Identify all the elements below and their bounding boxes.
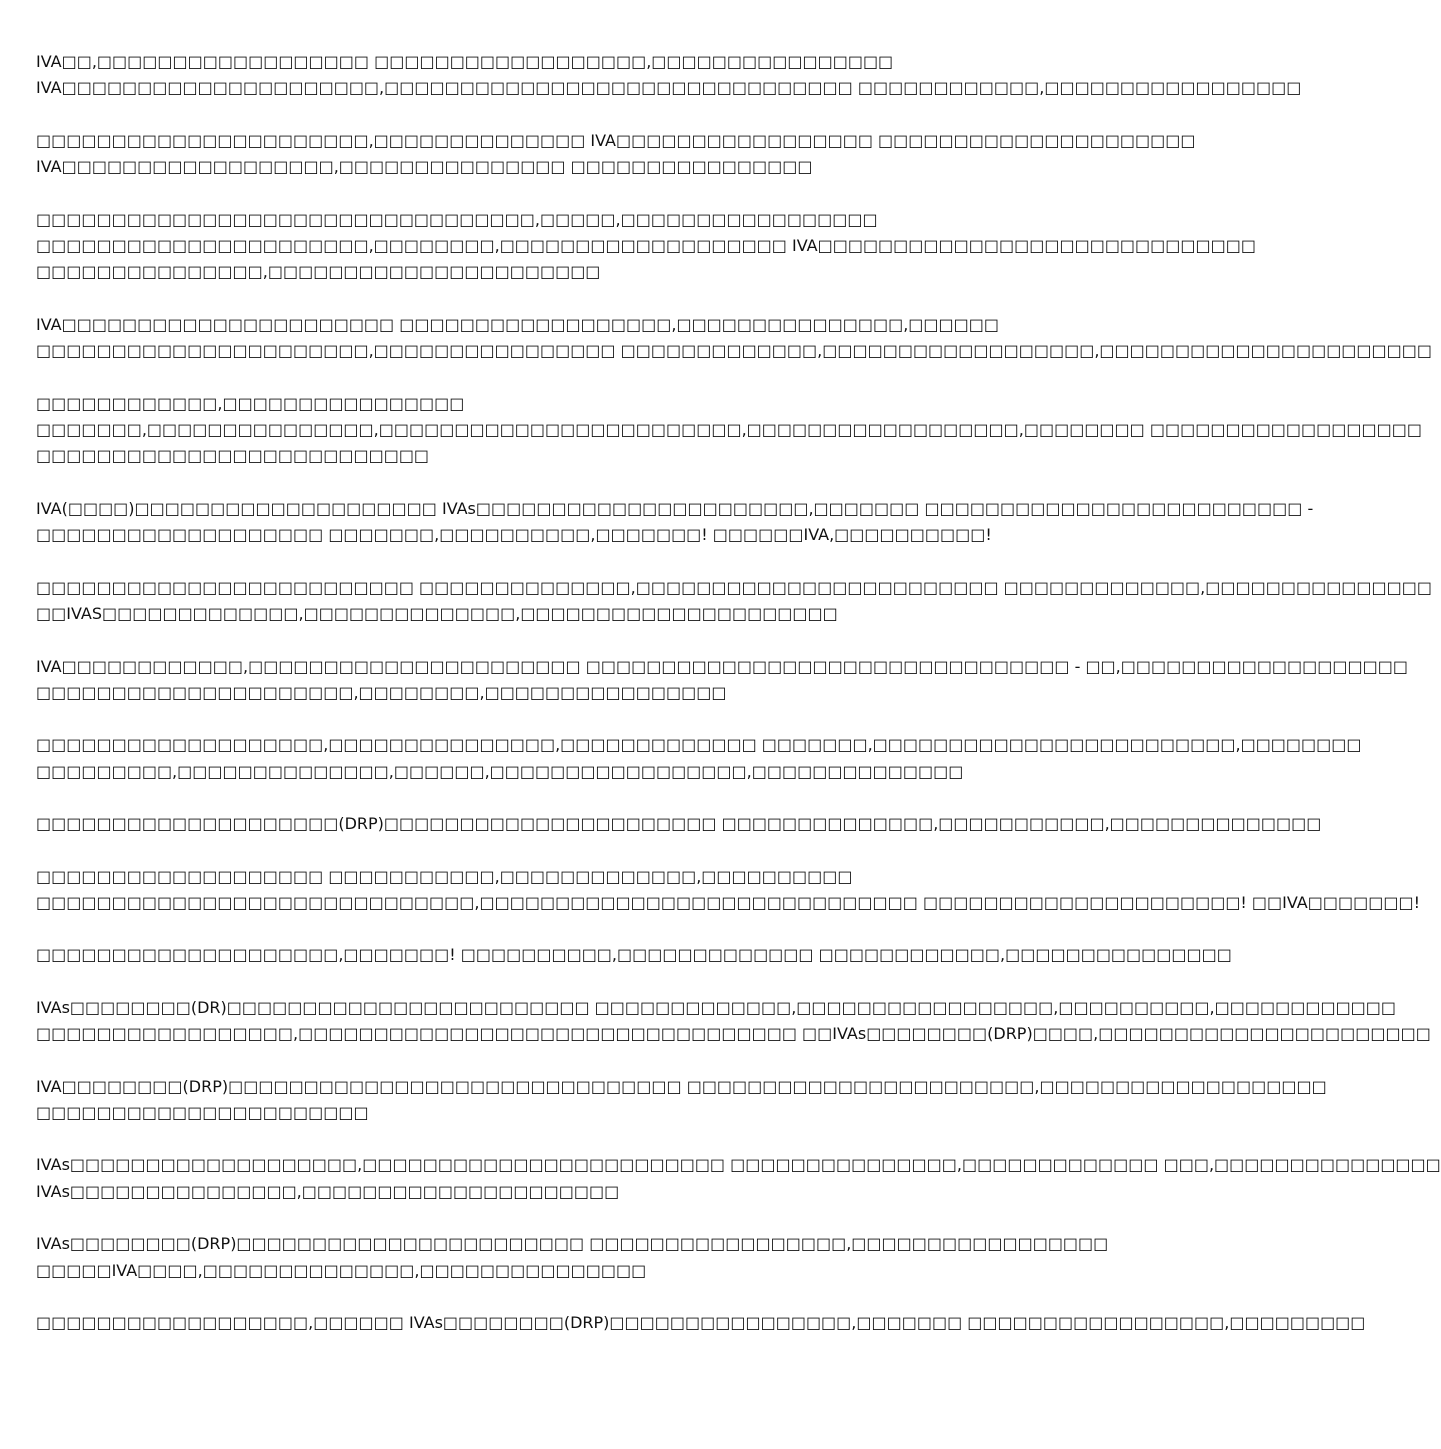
paragraph (36, 1152, 1441, 1205)
text-line: □□□□□□□,□□□□□□□□□□□□□□□,□□□□□□□□□□□□□□□□□□□□□□□□,□□□□□□□□□□□□□□□□□□,□□□□□□□□ □□□□□□□□□□□□□□□□□□ (36, 420, 1422, 440)
paragraph (36, 995, 1431, 1048)
paragraph (36, 654, 1408, 707)
paragraph (36, 312, 1433, 365)
text-line: □□□□□□□□□□□□□□□□□□□□□□,□□□□□□□□,□□□□□□□□□□□□□□□□□□□ IVA□□□□□□□□□□□□□□□□□□□□□□□□□□□□□ (36, 236, 1256, 256)
paragraph (36, 811, 1322, 837)
text-line: □□□□□□□□□□□□□□□□□□□□,□□□□□□□! □□□□□□□□□□,□□□□□□□□□□□□□ □□□□□□□□□□□□,□□□□□□□□□□□□□□□ (36, 945, 1232, 965)
text-line: IVA(□□□□)□□□□□□□□□□□□□□□□□□□□ IVAs□□□□□□□□□□□□□□□□□□□□□□,□□□□□□□ □□□□□□□□□□□□□□□□□□□□□□□□□ - (36, 498, 1314, 518)
paragraph (36, 391, 1422, 470)
text-line: □□IVAS□□□□□□□□□□□□□,□□□□□□□□□□□□□□,□□□□□□□□□□□□□□□□□□□□□ (36, 604, 838, 624)
text-line: IVA□□□□□□□□□□□□□□□□□□□□□□ □□□□□□□□□□□□□□□□□□,□□□□□□□□□□□□□□□,□□□□□□ (36, 314, 999, 334)
paragraph (36, 942, 1232, 968)
text-line: □□□□□□□□□□□□□□□□□□□□□□□□□□□□□□□□□,□□□□□,□□□□□□□□□□□□□□□□□ (36, 209, 878, 229)
paragraph (36, 128, 1196, 181)
text-line: IVA□□,□□□□□□□□□□□□□□□□□□ □□□□□□□□□□□□□□□□□□,□□□□□□□□□□□□□□□□ (36, 52, 894, 71)
text-line: □□□□□□□□□□□□□□□□□□□□(DRP)□□□□□□□□□□□□□□□□□□□□□□ □□□□□□□□□□□□□□,□□□□□□□□□□□,□□□□□□□□□□□□□□ (36, 814, 1322, 834)
text-line: □□□□□□□□□□□□□□□□□□□ □□□□□□□,□□□□□□□□□□,□□□□□□□! □□□□□□IVA,□□□□□□□□□□! (36, 525, 992, 545)
text-line: □□□□□□□□□□□□□□□□□,□□□□□□□□□□□□□□□□□□□□□□□□□□□□□□□□□ □□IVAs□□□□□□□□(DRP)□□□□,□□□□□□□□□□□□□□□□□□□□□□ (36, 1024, 1431, 1044)
text-line: □□□□□□□□□□□□□□□□□□□□□□□□□□ (36, 446, 430, 466)
text-line: □□□□□□□□□,□□□□□□□□□□□□□□,□□□□□□,□□□□□□□□□□□□□□□□□,□□□□□□□□□□□□□□ (36, 761, 964, 781)
paragraph (36, 575, 1433, 628)
paragraph (36, 1074, 1327, 1127)
text-line: IVA□□□□□□□□□□□□□□□□□□□□□,□□□□□□□□□□□□□□□□□□□□□□□□□□□□□□□ □□□□□□□□□□□□,□□□□□□□□□□□□□□□□□ (36, 78, 1302, 98)
paragraph (36, 49, 1302, 102)
text-line: □□□□□IVA□□□□,□□□□□□□□□□□□□□,□□□□□□□□□□□□□□□ (36, 1260, 647, 1280)
paragraph (36, 207, 1256, 286)
text-line: IVA□□□□□□□□□□□□□□□□□□,□□□□□□□□□□□□□□□ □□□□□□□□□□□□□□□□ (36, 157, 813, 177)
paragraph (36, 864, 1420, 917)
text-line: IVA□□□□□□□□□□□□,□□□□□□□□□□□□□□□□□□□□□□ □□□□□□□□□□□□□□□□□□□□□□□□□□□□□□□□ - □□,□□□□□□□□□□□□□□□□□□□ (36, 656, 1408, 676)
text-line: □□□□□□□□□□□□□□□□□□□□□□ (36, 1102, 369, 1122)
text-line: □□□□□□□□□□□□□□□□□□,□□□□□□ IVAs□□□□□□□□(DRP)□□□□□□□□□□□□□□□□,□□□□□□□ □□□□□□□□□□□□□□□□□,□□□□□□□□□ (36, 1313, 1366, 1332)
paragraph (36, 1231, 1109, 1284)
text-line: □□□□□□□□□□□□□□□□□□□□□□□□□ □□□□□□□□□□□□□□,□□□□□□□□□□□□□□□□□□□□□□□□ □□□□□□□□□□□□□,□□□□□□□□□□□□□□□ (36, 577, 1433, 597)
text-line: IVAs□□□□□□□□(DRP)□□□□□□□□□□□□□□□□□□□□□□□ □□□□□□□□□□□□□□□□□,□□□□□□□□□□□□□□□□□ (36, 1234, 1109, 1254)
text-line: IVAs□□□□□□□□□□□□□□□□□□□,□□□□□□□□□□□□□□□□□□□□□□□□ □□□□□□□□□□□□□□□,□□□□□□□□□□□□□ □□□,□□□□□□□□□□□□□□□ (36, 1155, 1441, 1175)
text-line: □□□□□□□□□□□□□□□□□□□□□□,□□□□□□□□□□□□□□□□ □□□□□□□□□□□□□,□□□□□□□□□□□□□□□□□□,□□□□□□□□□□□□□□□□□□□□□□ (36, 341, 1433, 361)
text-line: IVAs□□□□□□□□(DR)□□□□□□□□□□□□□□□□□□□□□□□□ □□□□□□□□□□□□□,□□□□□□□□□□□□□□□□□,□□□□□□□□□□,□□□□□□□□□□□□ (36, 997, 1397, 1017)
paragraph (36, 732, 1362, 785)
text-line: □□□□□□□□□□□□,□□□□□□□□□□□□□□□□ (36, 393, 465, 413)
paragraph (36, 1310, 1366, 1336)
text-line: □□□□□□□□□□□□□□□□□□□□□,□□□□□□□□,□□□□□□□□□□□□□□□□ (36, 682, 727, 702)
text-line: □□□□□□□□□□□□□□□□□□□□□□,□□□□□□□□□□□□□□ IVA□□□□□□□□□□□□□□□□□ □□□□□□□□□□□□□□□□□□□□□ (36, 130, 1196, 150)
text-line: □□□□□□□□□□□□□□□□□□□ □□□□□□□□□□□,□□□□□□□□□□□□□,□□□□□□□□□□ (36, 866, 853, 886)
text-line: □□□□□□□□□□□□□□□□□□□□□□□□□□□□□,□□□□□□□□□□□□□□□□□□□□□□□□□□□□□ □□□□□□□□□□□□□□□□□□□□□! □□IVA□□□□□□□! (36, 892, 1420, 912)
text-line: IVA□□□□□□□□(DRP)□□□□□□□□□□□□□□□□□□□□□□□□□□□□□□ □□□□□□□□□□□□□□□□□□□□□□□,□□□□□□□□□□□□□□□□□□□ (36, 1076, 1327, 1096)
text-line: IVAs□□□□□□□□□□□□□□□,□□□□□□□□□□□□□□□□□□□□□ (36, 1181, 620, 1201)
text-line: □□□□□□□□□□□□□□□,□□□□□□□□□□□□□□□□□□□□□□ (36, 262, 601, 282)
text-line: □□□□□□□□□□□□□□□□□□□,□□□□□□□□□□□□□□□,□□□□□□□□□□□□□ □□□□□□□,□□□□□□□□□□□□□□□□□□□□□□□□,□□□□□□□□ (36, 735, 1362, 755)
paragraph (36, 496, 1314, 549)
